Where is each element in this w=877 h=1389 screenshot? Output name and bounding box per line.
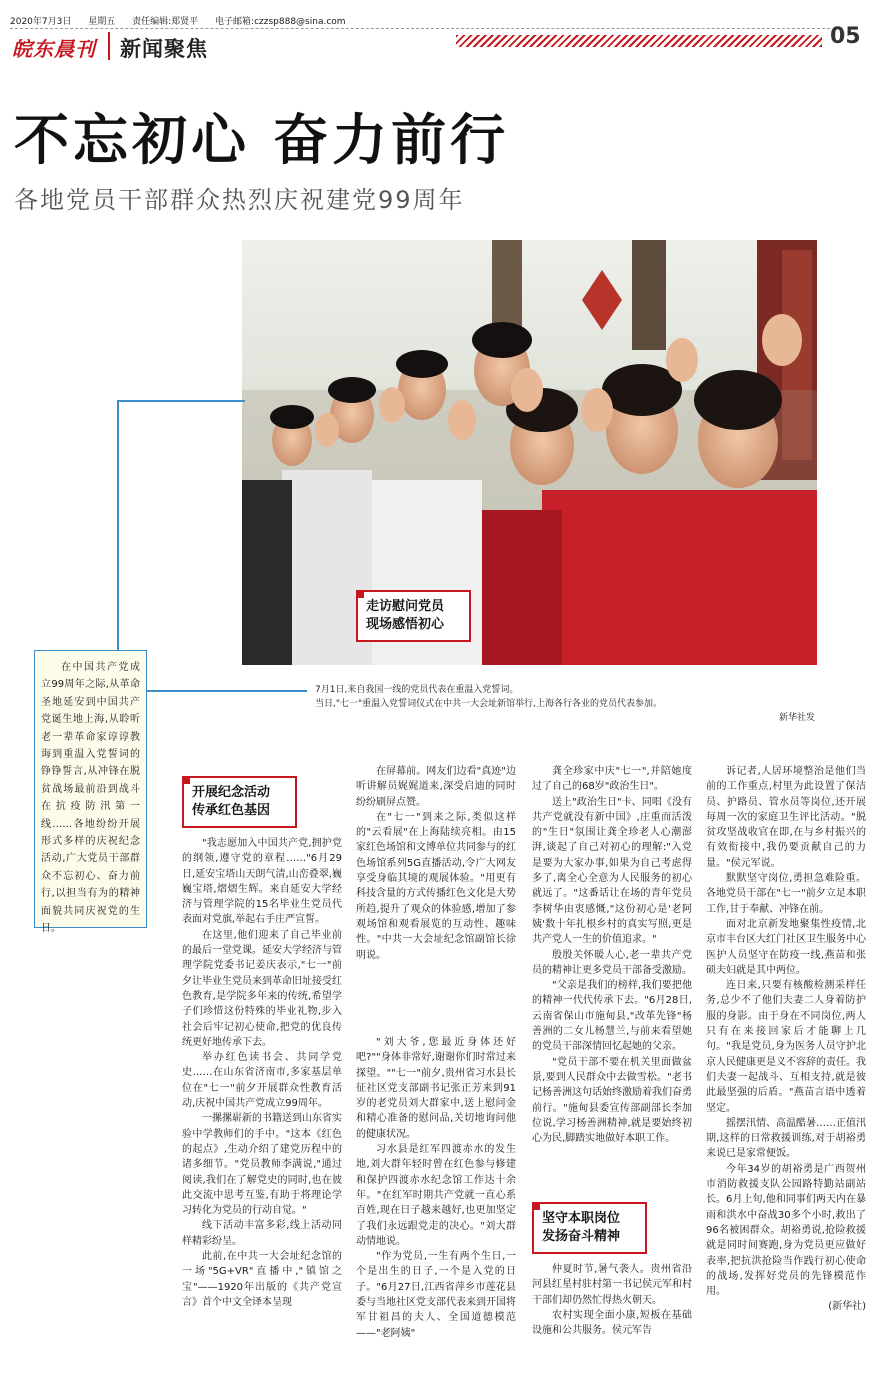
frame-line-top [117, 400, 245, 402]
issue-date: 2020年7月3日 [10, 17, 72, 27]
section-title-mark [356, 590, 364, 598]
column-2-bottom [356, 1035, 516, 1366]
column-2-top [356, 764, 516, 974]
caption-line-1: 7月1日,来自我国一线的党员代表在重温入党誓词。 [315, 685, 519, 695]
paragraph: 举办红色读书会、共同学党史……在山东省济南市,多家基层单位在"七一"前夕开展群众性教育活动,庆祝中国共产党成立99周年。 [182, 1052, 342, 1110]
paragraph: 农村实现全面小康,短板在基础设施和公共服务。侯元军告 [532, 1309, 692, 1337]
paragraph: 殷殷关怀暖人心,老一辈共产党员的精神让更多党员干部备受激励。 [532, 949, 692, 976]
paragraph: 默默坚守岗位,勇担急难险重。各地党员干部在"七一"前夕立足本职工作,甘于奉献、冲锋在前。 [706, 873, 866, 915]
section-name: 新闻聚焦 [120, 36, 208, 61]
paragraph: 仲夏时节,暑气袭人。贵州省沿河县红星村驻村第一书记侯元军和村干部们却仍然忙得热火朝天。 [532, 1264, 692, 1306]
page-number: 05 [830, 24, 861, 49]
section-title-1 [182, 776, 297, 828]
news-photo [242, 240, 817, 665]
paragraph: 在这里,他们迎来了自己毕业前的最后一堂党课。延安大学经济与管理学院党委书记姜庆表示,"七一"前夕让毕业生党员来到革命旧址接受红色教育,是学院多年来的传统,希望学子们珍惜这份特殊的毕业礼物,步入社会后牢记初心使命,把党的优良传统更好地传承下去。 [182, 929, 342, 1048]
section-title-3 [532, 1202, 647, 1254]
main-headline: 不忘初心 奋力前行 [14, 107, 510, 172]
section-title-mark [532, 1202, 540, 1210]
paragraph: "党员干部不要在机关里面做盆景,要到人民群众中去做雪松。"老书记杨善洲这句话始终激励着我们奋勇前行。"施甸县委宣传部副部长李加位说,学习杨善洲精神,就是要始终初心为民,脚踏实地做好本职工作。 [532, 1056, 692, 1145]
frame-line-caption [147, 690, 307, 692]
paragraph: 一摞摞崭新的书籍送到山东省实验中学教师们的手中。"这本《红色的起点》,生动介绍了建党历程中的诸多细节。"党员教师李满说,"通过阅读,我们在了解党史的同时,也在彼此交流中思考互鉴,有助于将理论学习转化为党员的行动自觉。" [182, 1113, 342, 1217]
paragraph: "父亲是我们的榜样,我们要把他的精神一代代传承下去。"6月28日,云南省保山市施甸县,"改革先锋"杨善洲的二女儿杨慧兰,与前来看望她的党员干部深情回忆起她的父亲。 [532, 980, 692, 1053]
paragraph: 送上"政治生日"卡、同唱《没有共产党就没有新中国》,庄重而活泼的"生日"氛围让龚全珍老人心潮澎湃,谈起了自己对初心的理解:"入党是要为大家办事,如果为自己考虑得多了,离全心全意为人民服务的初心就远了。"这番话让在场的青年党员李树华由衷感慨,"这份初心是'老阿姨'数十年扎根乡村的真实写照,更是共产党人一生的价值追求。" [532, 796, 692, 946]
column-1 [182, 836, 342, 1366]
paragraph: 今年34岁的胡裕勇是广西贺州市消防救援支队公园路特勤站副站长。6月上旬,他和同事们两天内在暴雨和洪水中奋战30多个小时,救出了96名被困群众。胡裕勇说,抢险救援就是同时间赛跑,身为党员更应做好表率,把抗洪抢险当作践行初心使命的战场,发挥好党员的先锋模范作用。 [706, 1163, 866, 1298]
column-4 [706, 764, 866, 1366]
section-title-1-line-2: 传承红色基因 [192, 803, 271, 818]
paragraph: 摇摆汛情、高温酷暑……正值汛期,这样的日常救援训练,对于胡裕勇来说已是家常便饭。 [706, 1117, 866, 1160]
lead-paragraph: 在中国共产党成立99周年之际,从革命圣地延安到中国共产党诞生地上海,从聆听老一辈革命家谆谆教诲到重温入党誓词的铮铮誓言,从冲锋在脱贫战场最前沿到战斗在抗疫防汛第一线……各地纷纷开展形式多样的庆祝纪念活动,广大党员干部群众不忘初心、奋力前行,以担当有为的精神面貌共同庆祝党的生日。 [34, 650, 147, 928]
paragraph: 习水县是红军四渡赤水的发生地,刘大群年轻时曾在红色参与修建和保护四渡赤水纪念馆工作达十余年。"在红军时期共产党就一直心系百姓,现在日子越来越好,也更加坚定了我们永远跟党走的决心。"刘大群动情地说。 [356, 1144, 516, 1247]
paragraph: 在屏幕前。网友们边看"真迹"边听讲解员娓娓道来,深受启迪的同时纷纷刷屏点赞。 [356, 766, 516, 808]
paragraph: 龚全珍家中庆"七一",并陪她度过了自己的68岁"政治生日"。 [532, 766, 692, 793]
sub-headline: 各地党员干部群众热烈庆祝建党99周年 [14, 186, 465, 214]
caption-line-2: 当日,"七一"重温入党誓词仪式在中共一大会址新馆举行,上海各行各业的党员代表参加。 [315, 699, 663, 709]
paragraph: 此前,在中共一大会址纪念馆的一场"5G+VR"直播中,"镇馆之宝"——1920年出版的《共产党宣言》首个中文全译本呈现 [182, 1251, 342, 1308]
paragraph: 线下活动丰富多彩,线上活动同样精彩纷呈。 [182, 1220, 342, 1247]
paragraph: "我志愿加入中国共产党,拥护党的纲领,遵守党的章程……"6月29日,延安宝塔山天朗气清,山峦叠翠,巍巍宝塔,熠熠生辉。来自延安大学经济与管理学院的15名毕业生党员代表面对党旗,举起右手庄严宣誓。 [182, 838, 342, 926]
paper-logo: 皖东晨刊 [12, 37, 96, 61]
section-title-mark [182, 776, 190, 784]
column-3-bottom [532, 1262, 692, 1366]
issue-weekday: 星期五 [88, 17, 116, 27]
editor-name: 责任编辑:郑贤平 [132, 17, 199, 27]
header-stripe-decoration [456, 35, 822, 47]
frame-line-vertical [117, 400, 119, 650]
section-title-2 [356, 590, 471, 642]
paragraph: "刘大爷,您最近身体还好吧?""身体非常好,谢谢你们时常过来探望。""七一"前夕,贵州省习水县长征社区党支部副书记张正芳来到91岁的老党员刘大群家中,送上慰问金和精心准备的慰问品,关切地询问他的健康状况。 [356, 1037, 516, 1140]
top-info-bar [10, 14, 728, 27]
paragraph: 在"七一"到来之际,类似这样的"云看展"在上海陆续亮相。由15家红色场馆和文博单位共同参与的红色场馆系列5G直播活动,令广大网友享受身临其境的观展体验。"用更有科技含量的方式传播红色文化是大势所趋,提升了观众的体验感,增加了参观场馆和观看展览的互动性、趣味性。"中共一大会址纪念馆副馆长徐明说。 [356, 811, 516, 961]
article-signoff: (新华社) [828, 1301, 866, 1313]
paragraph: 诉记者,人居环境整治是他们当前的工作重点,村里为此设置了保洁员、护路员、管水员等岗位,还开展每周一次的家庭卫生评比活动。"脱贫攻坚战收官在即,在与乡村振兴的有效衔接中,我仍要贡献自己的力量。"侯元军说。 [706, 766, 866, 869]
header-divider [108, 32, 110, 60]
editor-email: 电子邮箱:czzsp888@sina.com [215, 17, 346, 27]
photo-caption [315, 683, 815, 725]
section-title-3-line-1: 坚守本职岗位 [542, 1211, 621, 1226]
paragraph: 面对北京新发地聚集性疫情,北京市丰台区大红门社区卫生服务中心医护人员坚守在防疫一线,燕苗和张硕夫妇就是其中两位。 [706, 918, 866, 976]
section-title-1-line-1: 开展纪念活动 [192, 785, 271, 800]
photo-illustration [242, 240, 817, 665]
paragraph: "作为党员,一生有两个生日,一个是出生的日子,一个是入党的日子。"6月27日,江西省萍乡市莲花县委与当地社区党支部代表来到开国将军甘祖昌的夫人、全国道德模范——"老阿姨" [356, 1251, 516, 1339]
section-title-2-line-1: 走访慰问党员 [366, 599, 445, 614]
paragraph: 连日来,只要有核酸检测采样任务,总少不了他们夫妻二人身着防护服的身影。由于身在不同岗位,两人只有在来接回家后才能聊上几句。"我是党员,身为医务人员守护北京人民健康更是义不容辞的责任。我们夫妻一起战斗、互相支持,就是彼此最坚强的后盾。"燕苗言语中透着坚定。 [706, 980, 866, 1114]
section-title-2-line-2: 现场感悟初心 [366, 617, 445, 632]
photo-credit: 新华社发 [778, 713, 815, 723]
header-dash-line [10, 28, 830, 29]
section-title-3-line-2: 发扬奋斗精神 [542, 1229, 621, 1244]
column-3-top [532, 764, 692, 1189]
